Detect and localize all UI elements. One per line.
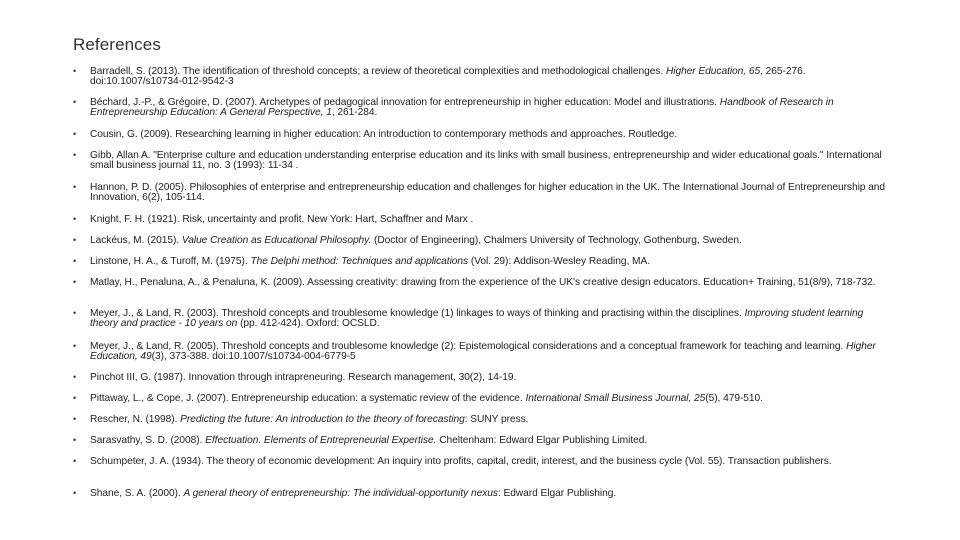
reference-text: Hannon, P. D. (2005). Philosophies of enterprise and entrepreneurship education and challenges for higher education in the UK. The International Journal of Entrepreneurship and Innovation, 6(2), 105-114.	[90, 182, 886, 203]
reference-item	[73, 436, 890, 446]
reference-tail: (Vol. 29): Addison-Wesley Reading, MA.	[468, 256, 650, 267]
reference-item	[73, 215, 890, 225]
bullet-icon: •	[73, 488, 77, 498]
reference-text: Rescher, N. (1998).	[90, 414, 181, 425]
reference-item	[73, 373, 890, 383]
reference-text: Schumpeter, J. A. (1934). The theory of economic development: An inquiry into profits, capital, credit, interest, and the business cycle (Vol. 55). Transaction publishers.	[90, 456, 832, 467]
reference-text: Meyer, J., & Land, R. (2005). Threshold concepts and troublesome knowledge (2): Epistemological considerations and a conceptual framework for teaching and learning.	[90, 341, 847, 352]
reference-item	[73, 257, 890, 267]
reference-tail: (3), 373-388. doi:10.1007/s10734-004-6779-5	[151, 350, 356, 362]
reference-item	[73, 130, 890, 140]
reference-italic: International Small Business Journal, 25	[525, 393, 706, 404]
bullet-icon: •	[73, 256, 77, 266]
reference-tail: : SUNY press.	[464, 414, 529, 425]
reference-item	[73, 67, 890, 86]
reference-item	[73, 309, 890, 328]
bullet-icon: •	[73, 308, 77, 318]
bullet-icon: •	[73, 66, 77, 76]
reference-item	[73, 342, 890, 361]
bullet-icon: •	[73, 182, 77, 192]
reference-text: Béchard, J.-P., & Grégoire, D. (2007). Archetypes of pedagogical innovation for entrepreneurship in higher education: Model and illustrations.	[90, 97, 720, 108]
bullet-icon: •	[73, 277, 77, 287]
reference-item	[73, 98, 890, 117]
reference-tail: (5), 479-510.	[705, 393, 763, 404]
bullet-icon: •	[73, 414, 77, 424]
reference-italic: A general theory of entrepreneurship: The individual-opportunity nexus	[183, 488, 498, 499]
reference-italic: Value Creation as Educational Philosophy.	[181, 235, 372, 246]
reference-tail: (pp. 412-424). Oxford: OCSLD.	[237, 317, 380, 329]
bullet-icon: •	[73, 97, 77, 107]
reference-text: Shane, S. A. (2000).	[90, 488, 184, 499]
bullet-icon: •	[73, 235, 77, 245]
bullet-icon: •	[73, 214, 77, 224]
reference-text: Gibb, Allan A. "Enterprise culture and education understanding enterprise education and its links with small business, entrepreneurship and wider educational goals." International small business journal 11, no. 3 (1993): 11-34 .	[90, 150, 882, 171]
reference-tail: , 261-284.	[331, 106, 378, 118]
bullet-icon: •	[73, 393, 77, 403]
reference-italic: Improving student learning theory and practice - 10 years on	[90, 308, 864, 329]
reference-text: Matlay, H., Penaluna, A., & Penaluna, K. (2009). Assessing creativity: drawing from the experience of the UK's creative design educators. Education+ Training, 51(8/9), 718-732.	[90, 277, 876, 288]
reference-text: Knight, F. H. (1921). Risk, uncertainty and profit. New York: Hart, Schaffner and Marx .	[90, 214, 474, 225]
reference-item	[73, 394, 890, 404]
reference-item	[73, 236, 890, 246]
reference-text: Sarasvathy, S. D. (2008).	[90, 435, 206, 446]
reference-tail: , 265-276. doi:10.1007/s10734-012-9542-3	[90, 66, 806, 87]
reference-tail: Cheltenham: Edward Elgar Publishing Limited.	[436, 435, 648, 446]
reference-italic: The Delphi method: Techniques and applications	[250, 256, 469, 267]
reference-text: Cousin, G. (2009). Researching learning in higher education: An introduction to contemporary methods and approaches. Routledge.	[90, 129, 678, 140]
bullet-icon: •	[73, 150, 77, 160]
bullet-icon: •	[73, 435, 77, 445]
slide-title: References	[73, 35, 161, 54]
reference-item	[73, 278, 890, 288]
reference-italic: Higher Education, 49	[90, 341, 876, 362]
reference-item	[73, 151, 890, 170]
reference-tail: (Doctor of Engineering), Chalmers University of Technology, Gothenburg, Sweden.	[371, 235, 742, 246]
bullet-icon: •	[73, 341, 77, 351]
reference-item	[73, 415, 890, 425]
reference-text: Meyer, J., & Land, R. (2003). Threshold concepts and troublesome knowledge (1) linkages to ways of thinking and practising within the disciplines.	[90, 308, 745, 319]
reference-italic: Effectuation. Elements of Entrepreneurial Expertise.	[205, 435, 437, 446]
bullet-icon: •	[73, 372, 77, 382]
reference-italic: Handbook of Research in Entrepreneurship Education: A General Perspective, 1	[90, 97, 834, 118]
reference-text: Pittaway, L., & Cope, J. (2007). Entrepreneurship education: a systematic review of the evidence.	[90, 393, 526, 404]
reference-item	[73, 457, 890, 467]
reference-item	[73, 489, 890, 499]
reference-text: Pinchot III, G. (1987). Innovation through intrapreneuring. Research management, 30(2), 14-19.	[90, 372, 517, 383]
reference-tail: : Edward Elgar Publishing.	[497, 488, 617, 499]
reference-text: Linstone, H. A., & Turoff, M. (1975).	[90, 256, 251, 267]
bullet-icon: •	[73, 129, 77, 139]
reference-italic: Predicting the future: An introduction to the theory of forecasting	[180, 414, 465, 425]
reference-text: Lackéus, M. (2015).	[90, 235, 182, 246]
reference-item	[73, 183, 890, 202]
reference-text: Barradell, S. (2013). The identification of threshold concepts; a review of theoretical complexities and methodological challenges.	[90, 66, 666, 77]
reference-italic: Higher Education, 65	[665, 66, 761, 77]
bullet-icon: •	[73, 456, 77, 466]
